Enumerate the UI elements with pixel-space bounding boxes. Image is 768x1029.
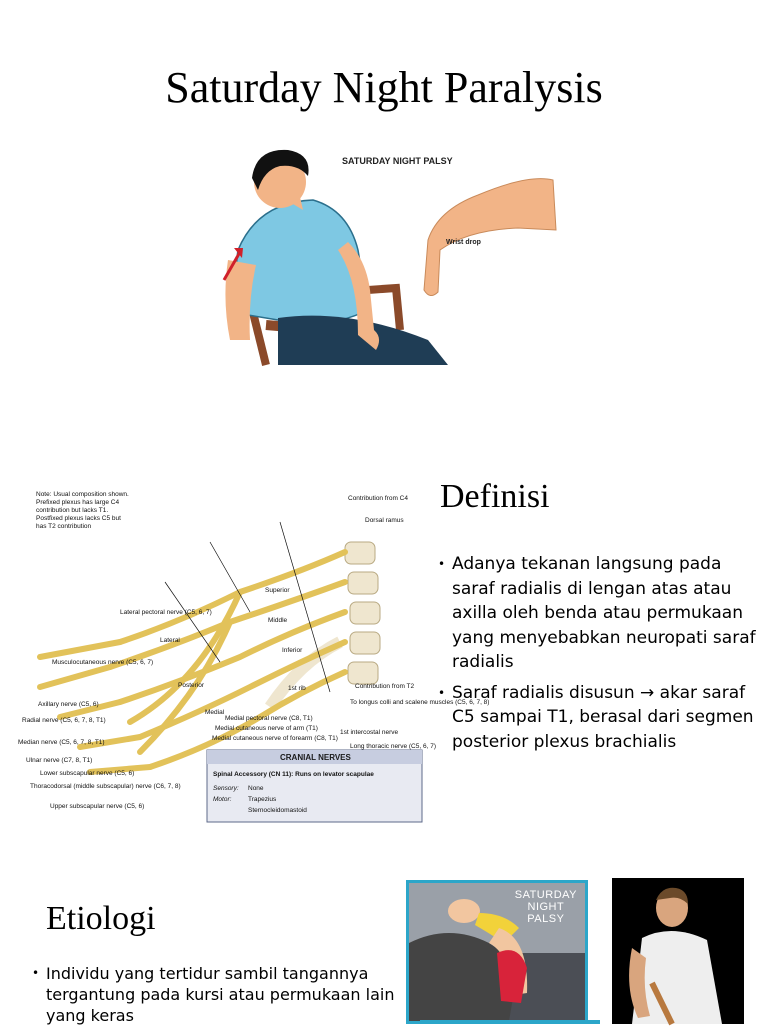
label-medial: Medial — [205, 709, 225, 716]
label-medial-cutaneous-arm: Medial cutaneous nerve of arm (T1) — [215, 725, 318, 732]
slide-1 — [0, 0, 768, 390]
diagram-note: Note: Usual composition shown. Prefixed plexus has large C4 contribution but lacks T1. Postfixed plexus lacks C5 but has T2 contribution — [36, 491, 129, 530]
label-1st-intercostal: 1st intercostal nerve — [340, 729, 399, 736]
cranial-box-title: CRANIAL NERVES — [280, 753, 351, 762]
label-upper-subscapular: Upper subscapular nerve (C5, 6) — [50, 803, 145, 810]
list-item: • Individu yang tertidur sambil tangannya tergantung pada kursi atau permukaan lain yang keras — [32, 963, 402, 1026]
label-posterior: Posterior — [178, 682, 205, 689]
label-1st-rib: 1st rib — [288, 685, 306, 692]
label-dorsal-ramus: Dorsal ramus — [365, 517, 404, 524]
definisi-bullet-list — [438, 552, 758, 760]
cranial-nerves-box — [207, 750, 422, 822]
label-radial: Radial nerve (C5, 6, 7, 8, T1) — [22, 717, 106, 724]
cranial-sensory-label: Sensory: — [213, 785, 239, 792]
etiologi-heading: Etiologi — [46, 900, 156, 937]
label-contribution-t2: Contribution from T2 — [355, 683, 415, 690]
label-medial-cutaneous-forearm: Medial cutaneous nerve of forearm (C8, T1) — [212, 735, 338, 742]
label-contribution-c4: Contribution from C4 — [348, 495, 408, 502]
saturday-night-palsy-illustration — [218, 140, 558, 365]
cranial-motor-value-1: Trapezius — [248, 796, 277, 803]
sleeping-photo — [406, 880, 588, 1024]
label-lateral-pectoral: Lateral pectoral nerve (C5, 6, 7) — [120, 609, 212, 616]
label-musculocutaneous: Musculocutaneous nerve (C5, 6, 7) — [52, 659, 154, 666]
definisi-heading: Definisi — [440, 478, 550, 515]
cranial-motor-value-2: Sternocleidomastoid — [248, 807, 307, 814]
label-lateral: Lateral — [160, 637, 180, 644]
cranial-sensory-value: None — [248, 785, 264, 792]
brachial-plexus-diagram — [0, 482, 490, 822]
label-middle: Middle — [268, 617, 288, 624]
cranial-box-row: Spinal Accessory (CN 11): Runs on levator scapulae — [213, 771, 374, 778]
label-thoracodorsal: Thoracodorsal (middle subscapular) nerve (C6, 7, 8) — [30, 783, 181, 790]
photo-bottom-frame — [420, 1020, 600, 1024]
illustration-caption: SATURDAY NIGHT PALSY — [342, 156, 453, 166]
label-longus-colli: To longus colli and scalene muscles (C5, 6, 7, 8) — [350, 699, 490, 706]
list-item: • Adanya tekanan langsung pada saraf radialis di lengan atas atau axilla oleh benda atau permukaan yang menyebabkan neuropati saraf radialis — [438, 552, 758, 675]
wrist-drop-label: Wrist drop — [446, 239, 481, 246]
list-item: • Saraf radialis disusun → akar saraf C5 sampai T1, berasal dari segmen posterior plexus brachialis — [438, 681, 758, 755]
label-superior: Superior — [265, 587, 290, 594]
etiologi-bullet-list — [32, 963, 402, 1026]
label-axillary: Axillary nerve (C5, 6) — [38, 701, 99, 708]
label-medial-pectoral: Medial pectoral nerve (C8, T1) — [225, 715, 313, 722]
label-long-thoracic: Long thoracic nerve (C5, 6, 7) — [350, 743, 436, 750]
photo-caption-line-3: PALSY — [527, 913, 565, 925]
slide-title: Saturday Night Paralysis — [165, 63, 603, 112]
photo-caption-line-1: SATURDAY — [514, 889, 577, 901]
label-median: Median nerve (C5, 6, 7, 8, T1) — [18, 739, 105, 746]
label-inferior: Inferior — [282, 647, 303, 654]
label-lower-subscapular: Lower subscapular nerve (C5, 6) — [40, 770, 135, 777]
label-ulnar: Ulnar nerve (C7, 8, T1) — [26, 757, 93, 764]
cranial-motor-label: Motor: — [213, 796, 232, 803]
photo-caption-line-2: NIGHT — [527, 901, 565, 913]
man-in-chair-3d-render — [612, 878, 744, 1024]
